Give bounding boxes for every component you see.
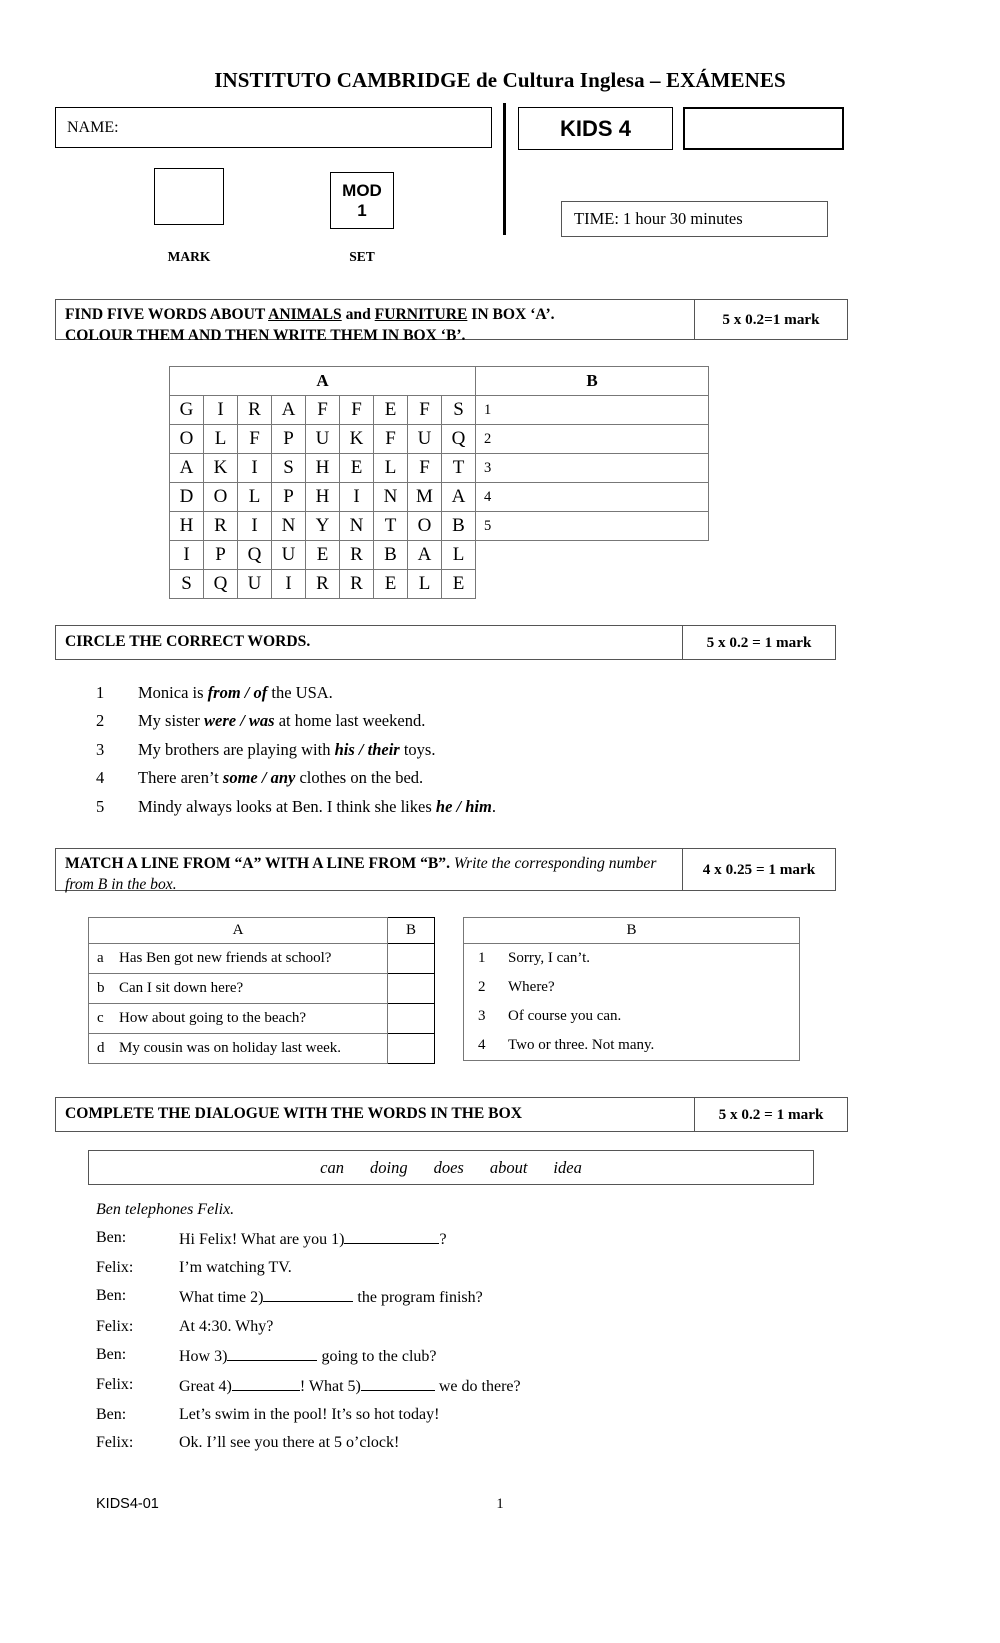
grid-cell[interactable]: Q <box>204 570 238 599</box>
grid-cell[interactable]: R <box>340 541 374 570</box>
table-row <box>170 454 476 483</box>
item-number: 1 <box>96 683 105 702</box>
dialogue-line <box>96 1405 521 1424</box>
match-answer-title: B <box>388 918 435 944</box>
mod-box <box>330 172 394 229</box>
grid-cell[interactable]: A <box>442 483 476 512</box>
mod-number: 1 <box>357 200 367 220</box>
item-text <box>138 798 496 817</box>
grid-cell[interactable]: K <box>340 425 374 454</box>
item-pre: My sister <box>138 711 204 731</box>
list-item[interactable] <box>96 769 496 788</box>
ex1-instr-furniture: FURNITURE <box>374 306 468 323</box>
dialogue-line <box>96 1228 521 1249</box>
item-text: How about going to the beach? <box>119 1010 307 1026</box>
item-letter: d <box>97 1040 105 1056</box>
list-item[interactable] <box>96 712 496 731</box>
grid-cell[interactable]: E <box>374 396 408 425</box>
list-item[interactable] <box>96 798 496 817</box>
word-search-container <box>169 366 476 599</box>
grid-cell[interactable]: P <box>272 425 306 454</box>
item-text: Has Ben got new friends at school? <box>119 950 332 966</box>
grid-cell[interactable]: F <box>408 454 442 483</box>
answer-blank[interactable] <box>232 1375 300 1391</box>
exercise-1-instruction-text <box>56 300 694 344</box>
dialogue-line <box>96 1286 521 1307</box>
answer-line[interactable]: 4 <box>476 483 709 512</box>
grid-cell[interactable]: I <box>272 570 306 599</box>
exercise-3-marks: 4 x 0.25 = 1 mark <box>682 849 835 890</box>
mark-label: MARK <box>167 249 211 264</box>
list-item[interactable] <box>96 741 496 760</box>
item-letter: a <box>97 950 104 966</box>
grid-cell[interactable]: A <box>272 396 306 425</box>
item-number: 3 <box>478 1008 486 1024</box>
item-choice[interactable]: he / him <box>435 796 492 816</box>
word-bank-item: doing <box>369 1157 408 1177</box>
grid-cell[interactable]: I <box>238 512 272 541</box>
grid-cell[interactable]: E <box>374 570 408 599</box>
table-row <box>464 973 800 1002</box>
text-pre: What time 2) <box>179 1289 264 1307</box>
item-choice[interactable]: were / was <box>204 711 275 731</box>
ex3-instr-bold: MATCH A LINE FROM “A” WITH A LINE FROM “B”. <box>65 855 450 872</box>
table-row <box>89 974 435 1004</box>
dialogue-line <box>96 1317 521 1336</box>
ex3-instr-italic: Write the corresponding number from B in the box. <box>65 855 657 893</box>
grid-cell[interactable]: T <box>374 512 408 541</box>
exercise-4-instruction-text: COMPLETE THE DIALOGUE WITH THE WORDS IN THE BOX <box>65 1105 522 1123</box>
item-text <box>138 769 423 788</box>
dialogue-line <box>96 1375 521 1396</box>
mod-label: MOD <box>342 181 382 201</box>
dialogue-text <box>179 1375 521 1396</box>
text-pre: Great 4) <box>179 1377 232 1395</box>
match-answer-cell[interactable] <box>388 1034 435 1064</box>
grid-cell[interactable]: I <box>170 541 204 570</box>
dialogue-text: Ok. I’ll see you there at 5 o’clock! <box>179 1434 400 1452</box>
grid-cell[interactable]: N <box>374 483 408 512</box>
item-pre: There aren’t <box>138 768 223 788</box>
answer-box-b-title: B <box>476 367 709 396</box>
dialogue-line <box>96 1433 521 1452</box>
grid-cell[interactable]: R <box>306 570 340 599</box>
exercise-1-instruction-bar <box>55 299 848 344</box>
footer-page-number: 1 <box>496 1496 504 1512</box>
dialogue-text <box>179 1286 483 1307</box>
grid-cell[interactable]: A <box>170 454 204 483</box>
grid-cell[interactable]: F <box>408 396 442 425</box>
dialogue-line <box>96 1345 521 1366</box>
match-a-item <box>89 1034 388 1064</box>
item-text: Sorry, I can’t. <box>508 950 591 966</box>
grid-cell[interactable]: Q <box>442 425 476 454</box>
stage-direction: Ben telephones Felix. <box>96 1201 235 1218</box>
grid-cell[interactable]: G <box>170 396 204 425</box>
table-row <box>89 944 435 974</box>
grid-cell[interactable]: Y <box>306 512 340 541</box>
table-row <box>464 944 800 974</box>
grid-cell[interactable]: B <box>442 512 476 541</box>
answer-line[interactable]: 5 <box>476 512 709 541</box>
match-column-a-container <box>88 917 435 1064</box>
grid-cell[interactable]: B <box>374 541 408 570</box>
grid-cell[interactable]: R <box>204 512 238 541</box>
text-pre: Hi Felix! What are you 1) <box>179 1231 345 1248</box>
answer-line[interactable]: 3 <box>476 454 709 483</box>
grid-cell[interactable]: U <box>272 541 306 570</box>
match-table-b <box>463 917 800 1061</box>
grid-cell[interactable]: E <box>442 570 476 599</box>
match-a-item <box>89 944 388 974</box>
ex1-instr-and: and <box>341 306 375 323</box>
grid-cell[interactable]: P <box>272 483 306 512</box>
table-row <box>170 570 476 599</box>
match-b-item <box>464 973 800 1002</box>
match-answer-cell[interactable] <box>388 944 435 974</box>
answer-box-b <box>475 366 709 541</box>
table-row <box>170 483 476 512</box>
grid-cell[interactable]: O <box>170 425 204 454</box>
speaker-label: Felix: <box>96 1259 134 1277</box>
speaker-label: Felix: <box>96 1434 134 1452</box>
speaker-label: Ben: <box>96 1287 127 1305</box>
grid-cell[interactable]: L <box>238 483 272 512</box>
item-number: 1 <box>478 950 486 966</box>
item-number: 4 <box>96 768 105 788</box>
exercise-3-instruction-bar <box>55 848 836 891</box>
text-mid: ! What 5) <box>299 1377 361 1395</box>
answer-line[interactable]: 1 <box>476 396 709 425</box>
item-pre: My brothers are playing with <box>138 739 335 759</box>
answer-box-b-container <box>475 366 709 541</box>
grid-cell[interactable]: H <box>306 454 340 483</box>
match-column-b-container <box>463 917 800 1061</box>
item-number: 5 <box>96 796 105 816</box>
grid-cell[interactable]: A <box>408 541 442 570</box>
grid-cell[interactable]: U <box>408 425 442 454</box>
item-letter: b <box>97 980 105 996</box>
text-mid: the program finish? <box>353 1289 483 1307</box>
page-title: INSTITUTO CAMBRIDGE de Cultura Inglesa – EXÁMENES <box>214 68 786 92</box>
grid-cell[interactable]: F <box>374 425 408 454</box>
grid-cell[interactable]: P <box>204 541 238 570</box>
grid-cell[interactable]: L <box>408 570 442 599</box>
item-text: Can I sit down here? <box>119 980 244 996</box>
match-a-item <box>89 974 388 1004</box>
grid-cell[interactable]: F <box>306 396 340 425</box>
match-answer-cell[interactable] <box>388 1004 435 1034</box>
match-table-a <box>88 917 435 1064</box>
grid-cell[interactable]: S <box>442 396 476 425</box>
item-choice[interactable]: from / of <box>207 683 268 702</box>
word-bank-item: does <box>433 1157 464 1177</box>
exercise-2-marks: 5 x 0.2 = 1 mark <box>682 626 835 659</box>
word-bank-item: idea <box>553 1157 582 1177</box>
dialogue-text: At 4:30. Why? <box>179 1317 274 1335</box>
table-row <box>170 396 476 425</box>
dialogue-text <box>179 1228 447 1249</box>
grid-cell[interactable]: I <box>238 454 272 483</box>
word-bank-item: about <box>489 1157 528 1177</box>
table-row <box>476 454 709 483</box>
match-b-title: B <box>464 918 800 944</box>
item-post: the USA. <box>267 683 333 702</box>
word-bank-item: can <box>320 1157 344 1177</box>
match-a-item <box>89 1004 388 1034</box>
word-search-grid[interactable] <box>169 366 476 599</box>
item-number: 2 <box>478 979 486 995</box>
grid-cell[interactable]: D <box>170 483 204 512</box>
match-answer-cell[interactable] <box>388 974 435 1004</box>
exercise-4-marks: 5 x 0.2 = 1 mark <box>694 1098 847 1131</box>
footer-code: KIDS4-01 <box>96 1496 159 1512</box>
match-b-item <box>464 1031 800 1061</box>
item-text: Two or three. Not many. <box>508 1037 655 1053</box>
grid-cell[interactable]: N <box>340 512 374 541</box>
table-row <box>170 512 476 541</box>
grid-cell[interactable]: R <box>340 570 374 599</box>
name-field[interactable] <box>55 107 492 148</box>
grid-cell[interactable]: H <box>306 483 340 512</box>
dialogue-text: I’m watching TV. <box>179 1259 292 1277</box>
answer-blank[interactable] <box>227 1345 317 1361</box>
item-letter: c <box>97 1010 104 1026</box>
table-row <box>89 1034 435 1064</box>
grid-cell[interactable]: H <box>170 512 204 541</box>
text-pre: How 3) <box>179 1347 228 1365</box>
text-mid: ? <box>439 1231 447 1248</box>
speaker-label: Felix: <box>96 1317 134 1335</box>
speaker-label: Ben: <box>96 1229 127 1246</box>
table-row <box>464 1031 800 1061</box>
table-row <box>464 1002 800 1031</box>
grid-cell[interactable]: K <box>204 454 238 483</box>
item-post: at home last weekend. <box>274 711 426 731</box>
word-bank <box>88 1150 814 1185</box>
exercise-1-marks: 5 x 0.2=1 mark <box>694 300 847 339</box>
dialogue-text: Let’s swim in the pool! It’s so hot today! <box>179 1406 440 1424</box>
grid-cell[interactable]: E <box>306 541 340 570</box>
table-row <box>476 512 709 541</box>
item-number: 2 <box>96 711 105 731</box>
answer-blank[interactable] <box>361 1375 435 1391</box>
level-badge: KIDS 4 <box>518 107 673 150</box>
time-allowed <box>561 201 828 237</box>
item-number: 4 <box>478 1037 486 1053</box>
table-row <box>476 396 709 425</box>
dialogue-line <box>96 1258 521 1277</box>
answer-blank[interactable] <box>344 1228 439 1244</box>
item-choice[interactable]: his / their <box>334 739 400 759</box>
match-b-item <box>464 944 800 974</box>
set-label: SET <box>349 249 375 264</box>
item-choice[interactable]: some / any <box>222 768 296 788</box>
ex1-instr-animals: ANIMALS <box>268 306 342 323</box>
mark-box[interactable] <box>154 168 224 225</box>
answer-line[interactable]: 2 <box>476 425 709 454</box>
grid-cell[interactable]: I <box>204 396 238 425</box>
header-divider <box>503 103 506 235</box>
table-row <box>170 541 476 570</box>
grid-cell[interactable]: I <box>340 483 374 512</box>
speaker-label: Ben: <box>96 1406 127 1424</box>
header-blank-box[interactable] <box>683 107 844 150</box>
grid-cell[interactable]: O <box>408 512 442 541</box>
grid-cell[interactable]: M <box>408 483 442 512</box>
grid-cell[interactable]: S <box>272 454 306 483</box>
exercise-2-instruction-text: CIRCLE THE CORRECT WORDS. <box>65 633 311 651</box>
grid-cell[interactable]: T <box>442 454 476 483</box>
grid-cell[interactable]: U <box>238 570 272 599</box>
table-row <box>170 425 476 454</box>
text-mid: going to the club? <box>317 1347 437 1365</box>
grid-cell[interactable]: L <box>374 454 408 483</box>
table-row <box>476 425 709 454</box>
text-post: we do there? <box>434 1377 521 1395</box>
time-text: TIME: 1 hour 30 minutes <box>574 209 743 228</box>
ex1-instr-line2: COLOUR THEM AND THEN WRITE THEM IN BOX ‘B’. <box>65 326 466 344</box>
item-text: Of course you can. <box>508 1008 622 1024</box>
ex1-instr-boxa: IN BOX ‘A’. <box>467 306 555 323</box>
name-label: NAME: <box>67 118 119 136</box>
grid-cell[interactable]: F <box>340 396 374 425</box>
match-b-item <box>464 1002 800 1031</box>
exercise-2-instruction-bar <box>55 625 836 660</box>
grid-cell[interactable]: Q <box>238 541 272 570</box>
item-text <box>138 741 435 760</box>
item-pre: Mindy always looks at Ben. I think she likes <box>138 796 436 816</box>
item-post: clothes on the bed. <box>295 768 424 788</box>
item-text: My cousin was on holiday last week. <box>119 1040 342 1056</box>
list-item[interactable] <box>96 684 496 703</box>
item-post: toys. <box>399 739 436 759</box>
dialogue <box>96 1201 521 1462</box>
table-row <box>89 1004 435 1034</box>
grid-cell[interactable]: U <box>306 425 340 454</box>
item-post: . <box>491 796 496 816</box>
grid-cell[interactable]: R <box>238 396 272 425</box>
exercise-3-instruction-text <box>56 849 682 893</box>
item-number: 3 <box>96 739 105 759</box>
item-text <box>138 712 425 731</box>
grid-cell[interactable]: F <box>238 425 272 454</box>
speaker-label: Ben: <box>96 1345 127 1363</box>
grid-cell[interactable]: O <box>204 483 238 512</box>
speaker-label: Felix: <box>96 1375 134 1393</box>
item-text: Where? <box>508 979 555 995</box>
item-pre: Monica is <box>138 683 208 702</box>
dialogue-text <box>179 1345 437 1366</box>
word-search-title: A <box>170 367 476 396</box>
grid-cell[interactable]: E <box>340 454 374 483</box>
ex1-instr-a: FIND FIVE WORDS ABOUT <box>65 306 269 323</box>
item-text <box>138 684 333 703</box>
grid-cell[interactable]: L <box>204 425 238 454</box>
answer-blank[interactable] <box>263 1286 353 1302</box>
match-a-title: A <box>89 918 388 944</box>
grid-cell[interactable]: L <box>442 541 476 570</box>
grid-cell[interactable]: N <box>272 512 306 541</box>
exercise-2-items <box>96 684 496 826</box>
table-row <box>476 483 709 512</box>
grid-cell[interactable]: S <box>170 570 204 599</box>
exercise-4-instruction-bar <box>55 1097 848 1132</box>
